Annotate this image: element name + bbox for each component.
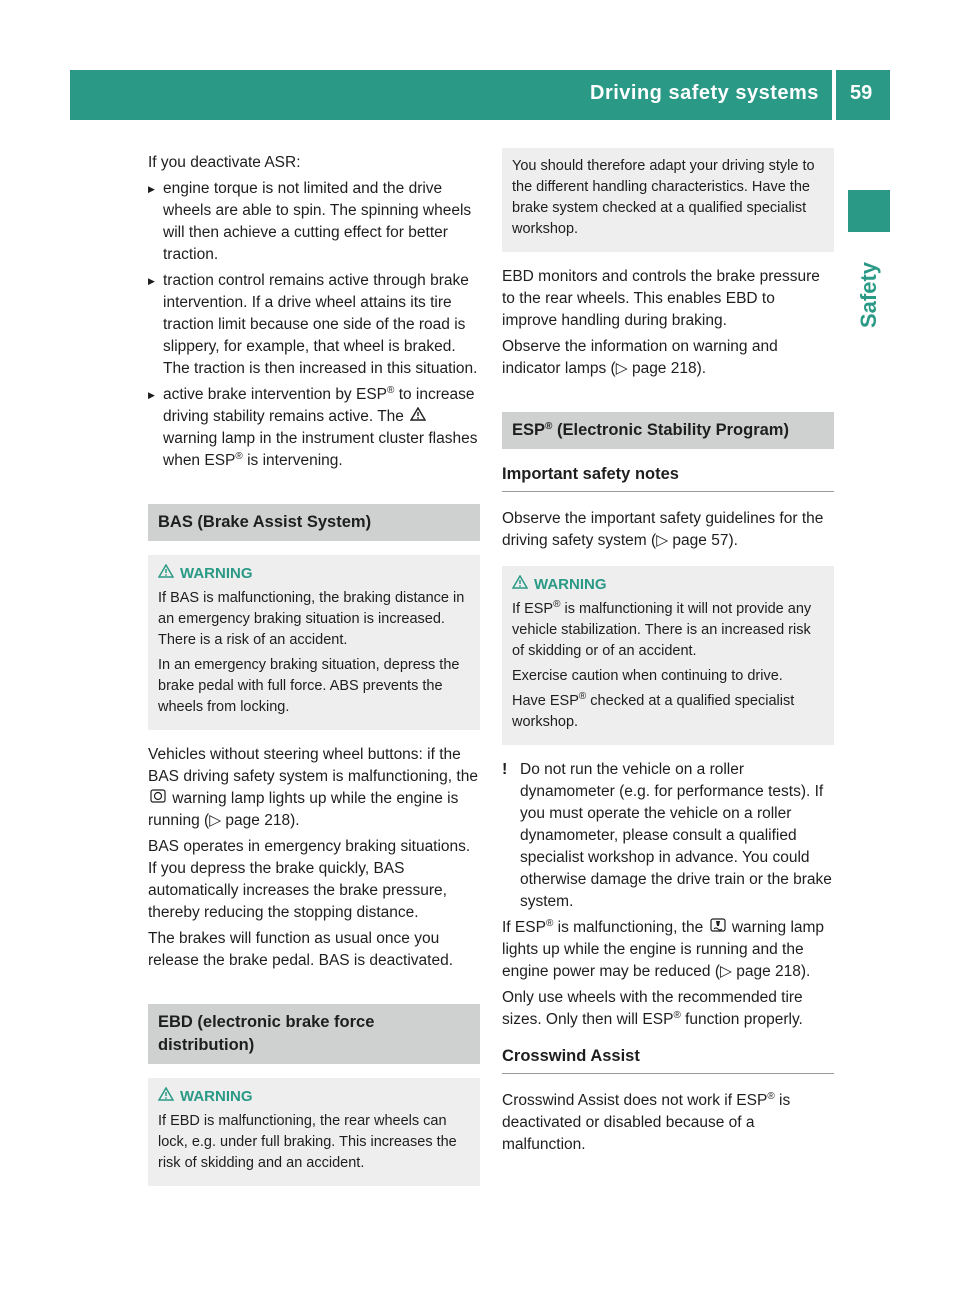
side-tab-marker <box>848 190 890 232</box>
subheading-crosswind-assist: Crosswind Assist <box>502 1045 834 1074</box>
page-ref-arrow-icon: ▷ <box>656 532 669 549</box>
warning-triangle-icon <box>408 406 428 428</box>
page-ref-arrow-icon: ▷ <box>209 812 222 829</box>
caution-note: ! Do not run the vehicle on a roller dynamometer (e.g. for performance tests). If you must operate the vehicle on a roller dynamometer, please consult a qualified specialist workshop in advance. You could otherwise damage the drive train or the brake system. <box>502 761 832 910</box>
left-column <box>148 152 480 1200</box>
ebd-warning-continued <box>502 148 834 252</box>
page-ref-arrow-icon: ▷ <box>615 360 628 377</box>
header-divider <box>832 70 836 120</box>
list-item: ▶ engine torque is not limited and the drive wheels are able to spin. The spinning wheels will then achieve a cutting effect for better traction. <box>148 178 480 266</box>
registered-mark: ® <box>578 691 587 702</box>
warning-icon <box>158 563 180 584</box>
esp-lamp-icon <box>708 917 728 939</box>
paragraph: Observe the information on warning and indicator lamps (▷ page 218). <box>502 338 778 377</box>
warning-text: If EBD is malfunctioning, the rear wheels can lock, e.g. under full braking. This increases the risk of skidding and an accident. <box>158 1113 457 1171</box>
list-item: ▶ traction control remains active through brake intervention. If a drive wheel attains its tire traction limit because one side of the road is slippery, for example, that wheel is braked. The traction is then increased in this situation. <box>148 270 480 380</box>
warning-text: Have ESP® checked at a qualified specialist workshop. <box>512 691 795 730</box>
side-tab-label: Safety <box>856 261 882 329</box>
right-column <box>502 152 834 1160</box>
registered-mark: ® <box>553 599 561 610</box>
paragraph: Observe the important safety guidelines for the driving safety system (▷ page 57). <box>502 510 824 549</box>
warning-text: Exercise caution when continuing to drive. <box>512 668 783 684</box>
side-tab <box>848 245 890 345</box>
page-ref-arrow-icon: ▷ <box>720 963 732 980</box>
paragraph: BAS operates in emergency braking situations. If you depress the brake quickly, BAS automatically increases the brake pressure, thereby reducing the stopping distance. <box>148 838 471 921</box>
warning-text: You should therefore adapt your driving style to the different handling characteristics. Have the brake system checked at a qualified specialist workshop. <box>512 158 815 237</box>
paragraph: If ESP® is malfunctioning, the warning lamp lights up while the engine is running and the engine power may be reduced (▷ page 218). <box>502 918 825 980</box>
warning-text: If BAS is malfunctioning, the braking distance in an emergency braking situation is increased. There is a risk of an accident. <box>158 590 465 648</box>
warning-text: If ESP® is malfunctioning it will not provide any vehicle stabilization. There is an increased risk of skidding or of an accident. <box>512 599 812 659</box>
ebd-warning-box <box>148 1078 480 1186</box>
header-title: Driving safety systems <box>590 82 819 104</box>
section-title-esp: ESP® (Electronic Stability Program) <box>502 412 834 449</box>
registered-mark: ® <box>545 421 553 432</box>
paragraph: Crosswind Assist does not work if ESP® is deactivated or disabled because of a malfunction. <box>502 1091 791 1153</box>
asr-intro: If you deactivate ASR: <box>148 154 301 171</box>
paragraph: EBD monitors and controls the brake pressure to the rear wheels. This enables EBD to improve handling during braking. <box>502 268 820 329</box>
bas-lamp-icon <box>148 788 168 810</box>
paragraph: Only use wheels with the recommended tire sizes. Only then will ESP® function properly. <box>502 989 803 1028</box>
registered-mark: ® <box>545 918 554 929</box>
paragraph: Vehicles without steering wheel buttons: if the BAS driving safety system is malfunctioning, the warning lamp lights up while the engine is running (▷ page 218). <box>148 746 478 829</box>
list-item: ▶ active brake intervention by ESP® to increase driving stability remains active. The warning lamp in the instrument cluster flashes when ESP® is intervening. <box>148 384 480 472</box>
warning-icon <box>158 1086 180 1107</box>
registered-mark: ® <box>387 385 395 396</box>
warning-heading: WARNING <box>158 1086 472 1107</box>
exclamation-icon: ! <box>502 761 508 778</box>
section-title-ebd: EBD (electronic brake force distribution) <box>148 1004 480 1064</box>
registered-mark: ® <box>235 451 243 462</box>
paragraph: The brakes will function as usual once you release the brake pedal. BAS is deactivated. <box>148 930 454 969</box>
warning-heading: WARNING <box>158 563 472 584</box>
section-title-bas: BAS (Brake Assist System) <box>148 504 480 541</box>
registered-mark: ® <box>673 1010 681 1021</box>
subheading-safety-notes: Important safety notes <box>502 463 834 492</box>
esp-warning-box <box>502 566 834 745</box>
warning-icon <box>512 574 534 595</box>
warning-text: In an emergency braking situation, depress the brake pedal with full force. ABS prevents the wheels from locking. <box>158 657 460 715</box>
page-number: 59 <box>850 82 873 104</box>
warning-heading: WARNING <box>512 574 826 595</box>
registered-mark: ® <box>767 1091 775 1102</box>
page-header <box>70 70 890 120</box>
bas-warning-box <box>148 555 480 730</box>
